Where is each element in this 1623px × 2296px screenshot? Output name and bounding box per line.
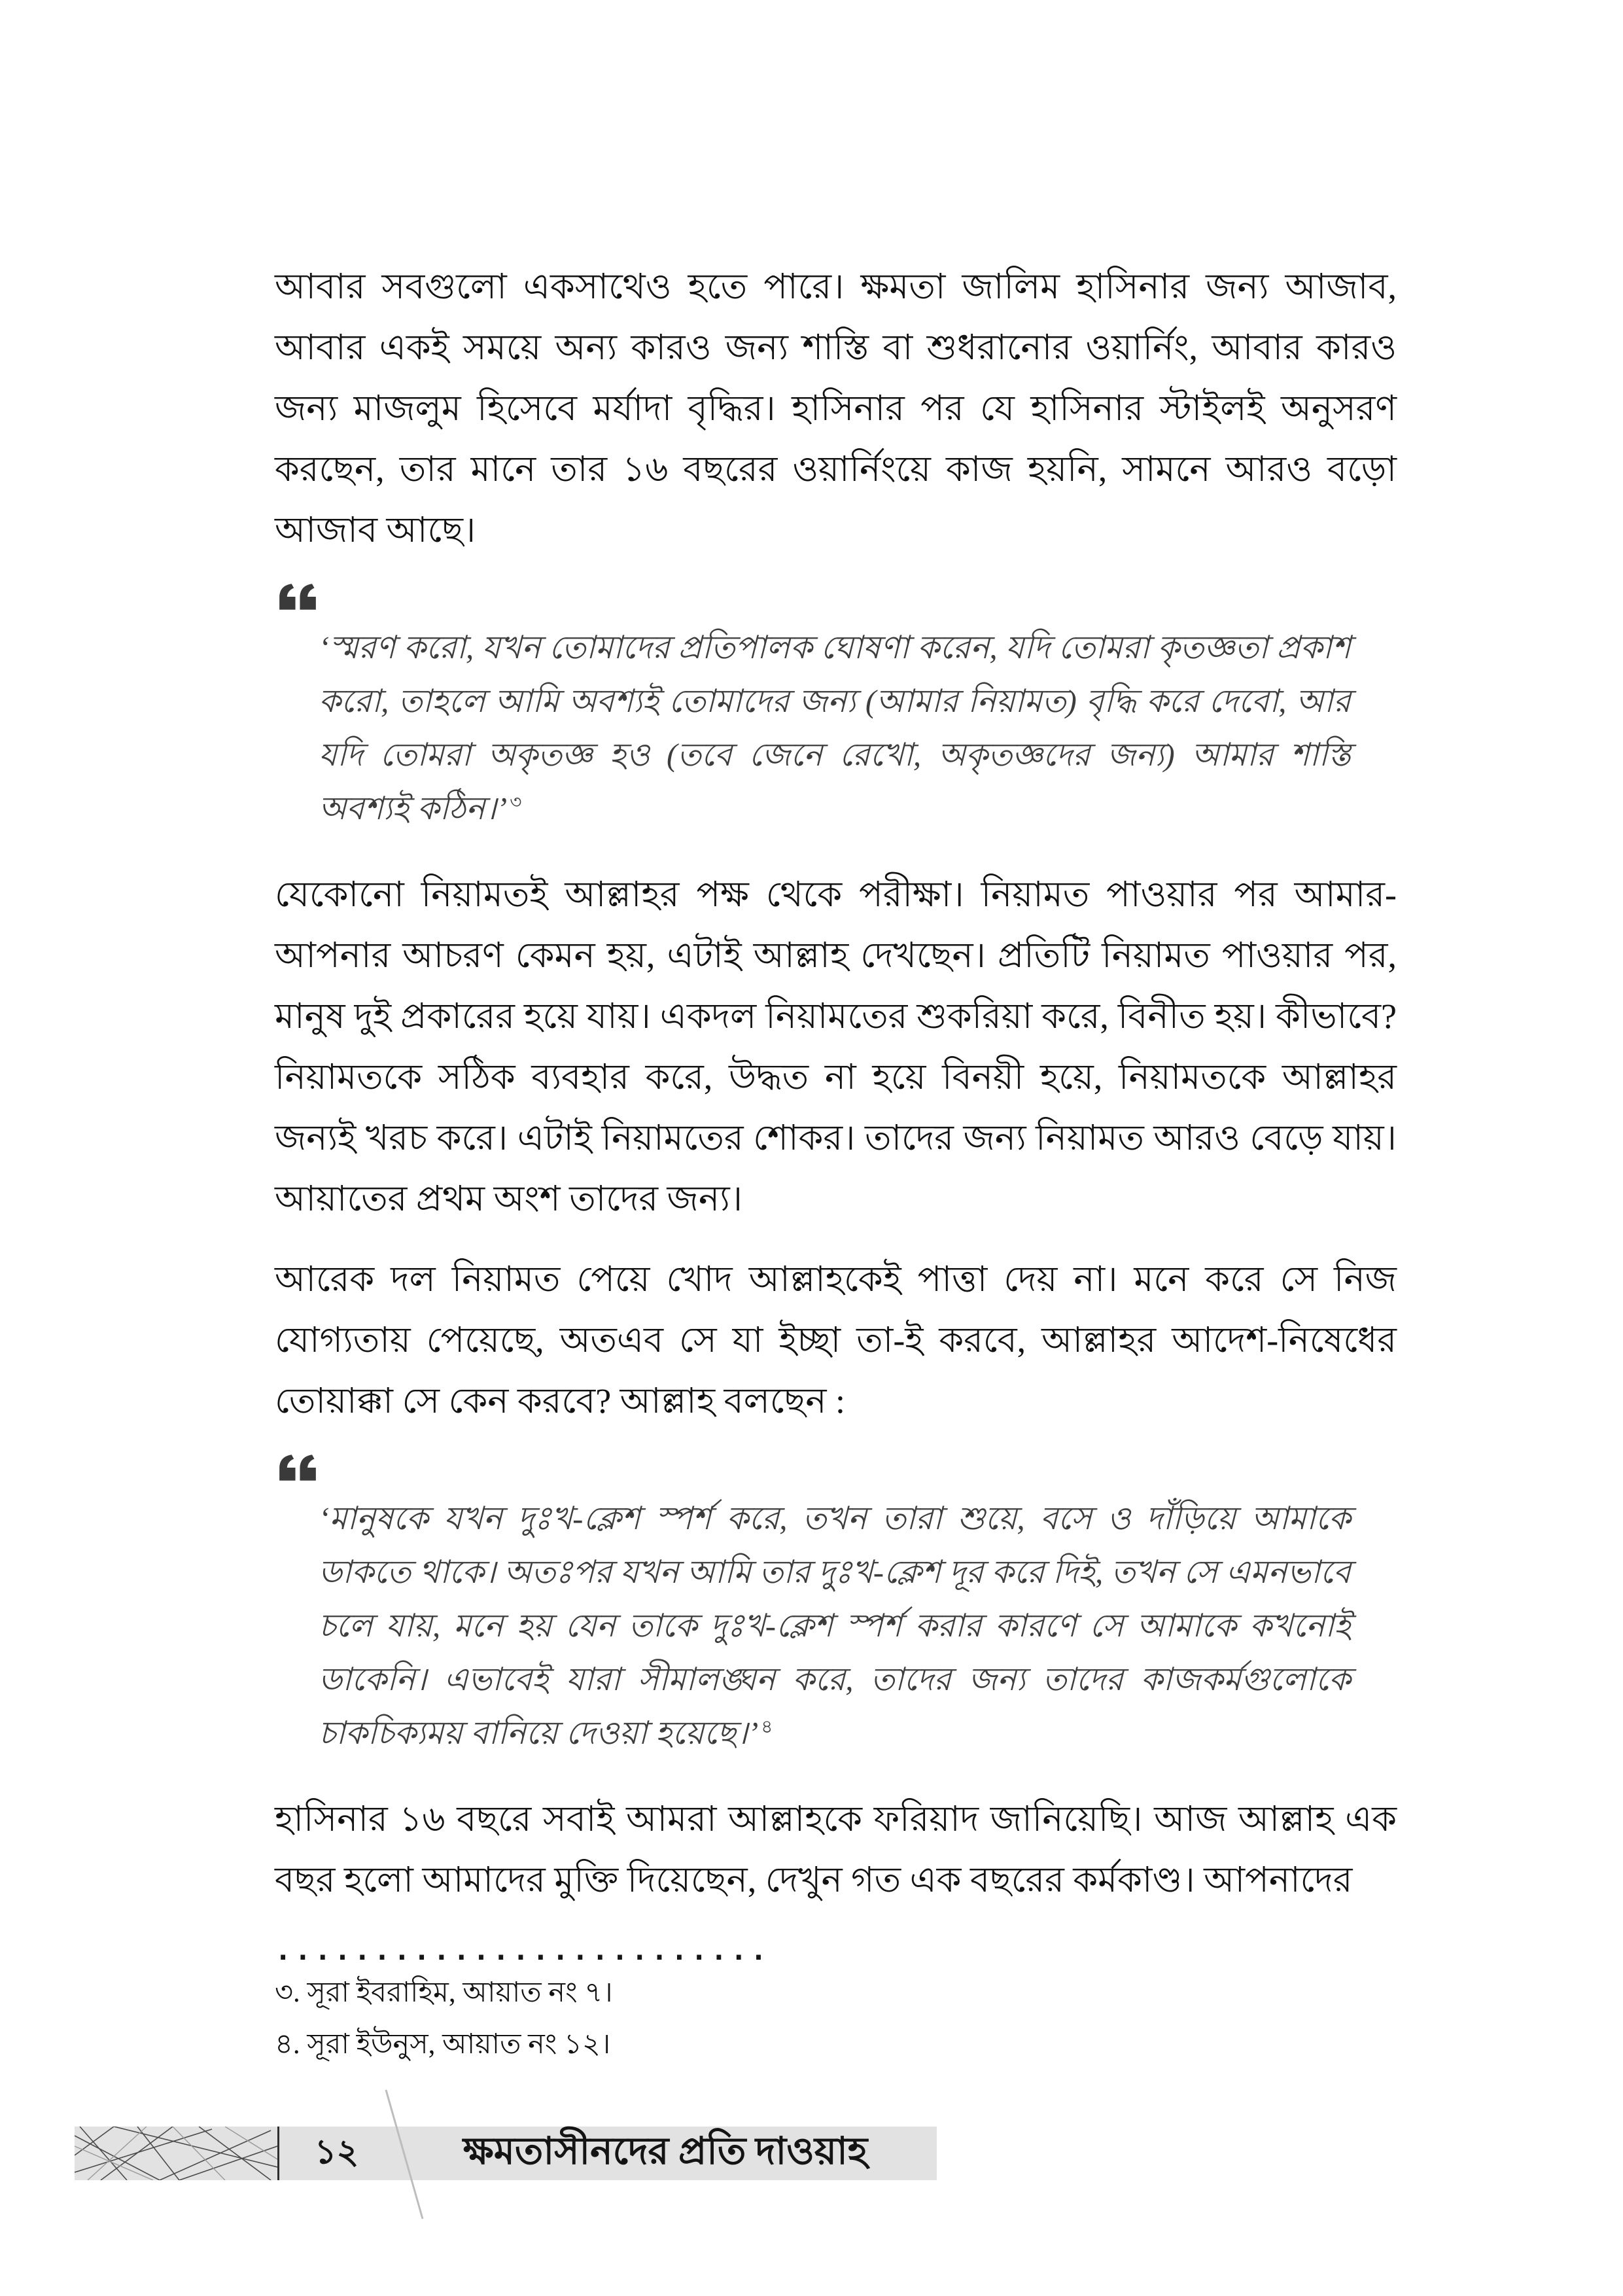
page-body <box>275 256 1397 2070</box>
quote-text <box>319 1492 1351 1760</box>
quran-quote-1 <box>275 580 1351 836</box>
page-number: ১২ <box>314 2133 359 2171</box>
book-title: ক্ষমতাসীনদের প্রতি দাওয়াহ <box>462 2129 868 2172</box>
paragraph-3: আরেক দল নিয়ামত পেয়ে খোদ আল্লাহকেই পাত্তা দেয় না। মনে করে সে নিজ যোগ্যতায় পেয়েছে, অতএব সে যা ইচ্ছা তা-ই করবে, আল্লাহর আদেশ-নিষেধের তোয়াক্কা সে কেন করবে? আল্লাহ বলছেন : <box>275 1260 1397 1421</box>
paragraph-2: যেকোনো নিয়ামতই আল্লাহর পক্ষ থেকে পরীক্ষা। নিয়ামত পাওয়ার পর আমার-আপনার আচরণ কেমন হয়, এটাই আল্লাহ দেখছেন। প্রতিটি নিয়ামত পাওয়ার পর, মানুষ দুই প্রকারের হয়ে যায়। একদল নিয়ামতের শুকরিয়া করে, বিনীত হয়। কীভাবে? নিয়ামতকে সঠিক ব্যবহার করে, উদ্ধত না হয়ে বিনয়ী হয়ে, নিয়ামতকে আল্লাহর জন্যই খরচ করে। এটাই নিয়ামতের শোকর। তাদের জন্য নিয়ামত আরও বেড়ে যায়। আয়াতের প্রথম অংশ তাদের জন্য। <box>275 875 1397 1218</box>
footnote-3: ৩. সূরা ইবরাহিম, আয়াত নং ৭। <box>275 1977 613 2008</box>
paragraph-4: হাসিনার ১৬ বছরে সবাই আমরা আল্লাহকে ফরিয়াদ জানিয়েছি। আজ আল্লাহ এক বছর হলো আমাদের মুক্তি দিয়েছেন, দেখুন গত এক বছরের কর্মকাণ্ড। আপনাদের <box>275 1799 1397 1899</box>
quote-body: ‘মানুষকে যখন দুঃখ-ক্লেশ স্পর্শ করে, তখন তারা শুয়ে, বসে ও দাঁড়িয়ে আমাকে ডাকতে থাকে। অতঃপর যখন আমি তার দুঃখ-ক্লেশ দূর করে দিই, তখন সে এমনভাবে চলে যায়, মনে হয় যেন তাকে দুঃখ-ক্লেশ স্পর্শ করার কারণে সে আমাকে কখনোই ডাকেনি। এভাবেই যারা সীমালঙ্ঘন করে, তাদের জন্য তাদের কাজকর্মগুলোকে চাকচিক্যময় বানিয়ে দেওয়া হয়েছে।’ <box>319 1500 1351 1751</box>
quran-quote-2 <box>275 1451 1351 1760</box>
open-quote-icon <box>279 580 317 613</box>
footnote-ref-4: ৪ <box>761 1716 773 1737</box>
paragraph-1: আবার সবগুলো একসাথেও হতে পারে। ক্ষমতা জালিম হাসিনার জন্য আজাব, আবার একই সময়ে অন্য কারও জন্য শাস্তি বা শুধরানোর ওয়ার্নিং, আবার কারও জন্য মাজলুম হিসেবে মর্যাদা বৃদ্ধির। হাসিনার পর যে হাসিনার স্টাইলই অনুসরণ করছেন, তার মানে তার ১৬ বছরের ওয়ার্নিংয়ে কাজ হয়নি, সামনে আরও বড়ো আজাব আছে। <box>275 267 1397 550</box>
scratch-lines-art <box>75 2127 279 2180</box>
footnote-4: ৪. সূরা ইউনুস, আয়াত নং ১২। <box>275 2029 611 2060</box>
quote-text <box>319 621 1351 836</box>
quote-body: ‘স্মরণ করো, যখন তোমাদের প্রতিপালক ঘোষণা করেন, যদি তোমরা কৃতজ্ঞতা প্রকাশ করো, তাহলে আমি অবশ্যই তোমাদের জন্য (আমার নিয়ামত) বৃদ্ধি করে দেবো, আর যদি তোমরা অকৃতজ্ঞ হও (তবে জেনে রেখো, অকৃতজ্ঞদের জন্য) আমার শাস্তি অবশ্যই কঠিন।’ <box>319 629 1351 826</box>
footnote-ref-3: ৩ <box>510 792 522 813</box>
footer-band <box>75 2127 937 2180</box>
footnote-separator: ......................... <box>275 1934 771 1966</box>
open-quote-icon <box>279 1451 317 1484</box>
